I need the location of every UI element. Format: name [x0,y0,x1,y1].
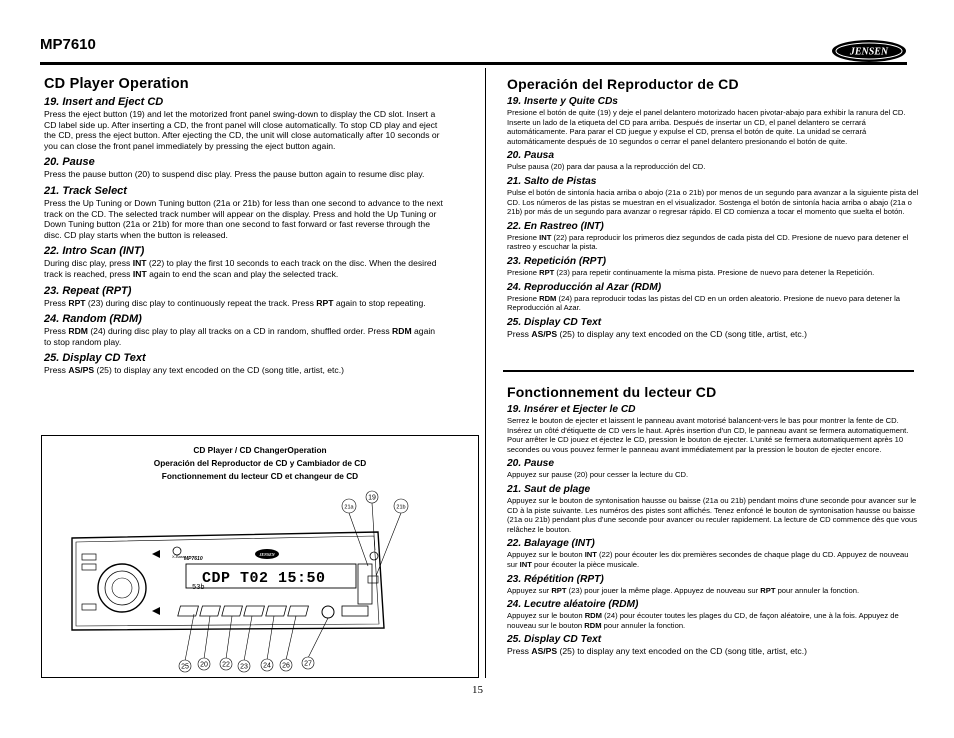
en-heading-24: 24. Random (RDM) [44,313,142,326]
svg-text:21a: 21a [344,504,354,511]
callout-27 [302,657,314,669]
callout-24 [261,659,273,671]
svg-text:JENSEN: JENSEN [849,46,889,58]
svg-text:JENSEN: JENSEN [259,552,275,557]
svg-text:19: 19 [368,494,376,502]
callout-20 [198,658,210,670]
fr-text-19: Serrez le bouton de ejecter et laissent le panneau avant motorisé balancent-vers le bas pour montrer la fente de CD. Insérez un côté d'étiquette de CD vers le haut. Après insertion d'un CD, le panneau avant se fermera automatiquement. Pour arrêter le CD jouez et éjectez le CD, pression le bouton de ejecter. L'unité se fermera automatiquement après 10 secondes ou vous pouvez fermer le panneau avant immédiatement par la pression le bouton de ejecter encore. [507,416,909,454]
french-section [507,384,921,661]
fr-text-23: Appuyez sur RPT (23) pour jouer la même plage. Appuyez de nouveau sur RPT pour annuler la fonction. [507,585,860,595]
english-section [44,76,444,381]
fr-text-24: Appuyez sur le bouton RDM (24) pour écouter toutes les plages du CD, de façon aléatoire, une à la fois. Appuyez de nouveau sur le bouton RDM pour annuler la fonction. [507,611,899,630]
fr-heading-23: 23. Répétition (RPT) [507,573,604,585]
en-heading-20: 20. Pause [44,156,95,169]
callout-21b [394,499,408,513]
page-number: 15 [472,684,483,696]
fr-heading-21: 21. Saut de plage [507,483,591,495]
svg-text:24: 24 [263,662,271,670]
es-heading-21: 21. Salto de Pistas [507,175,597,187]
spanish-title: Operación del Reproductor de CD [507,76,739,92]
english-title: CD Player Operation [44,76,189,92]
figure-caption-fr: Fonctionnement du lecteur CD et changeur de CD [161,471,359,481]
en-text-25: Press AS/PS (25) to display any text encoded on the CD (song title, artist, etc.) [44,365,344,376]
fr-text-21: Appuyez sur le bouton de syntonisation hausse ou baisse (21a ou 21b) pendant moins d'une seconde pour avancer sur le CD à la piste suivante. Les numéros des pistes sont affichés. Tenez enfoncé le bouton de syntonisation hausse ou baisse (21a ou 21b) pendant plus d'une seconde pour avancer ou reculer rapidement. La lecture de CD commence dès que vous relâchez le bouton. [507,495,918,534]
svg-text:23: 23 [240,663,248,671]
en-text-20: Press the pause button (20) to suspend disc play. Press the pause button again to resume disc play. [44,169,425,180]
en-text-21: Press the Up Tuning or Down Tuning button (21a or 21b) for less than one second to advance to the next track on the CD. The selected track number will appear on the display. Press and hold the Up Tuning or Down Tuning button (21a or 21b) for more than one second to fast forward or fast reverse through the disc. CD play starts when the button is released. [44,197,443,240]
figure-caption-en: CD Player / CD ChangerOperation [193,445,327,455]
es-text-23: Presione RPT (23) para repetir continuamente la misma pista. Presione de nuevo para detener la Repetición. [507,267,875,277]
figure-caption-es: Operación del Reproductor de CD y Cambiador de CD [153,458,367,468]
es-heading-20: 20. Pausa [507,150,555,162]
callout-labels [42,436,478,677]
en-text-22: During disc play, press INT (22) to play the first 10 seconds to each track on the disc. When the desired track is reached, press INT again to end the scan and play the selected track. [44,258,437,279]
svg-text:22: 22 [222,661,230,669]
en-heading-23: 23. Repeat (RPT) [44,284,132,297]
es-heading-24: 24. Reproducción al Azar (RDM) [507,281,662,293]
es-text-25: Press AS/PS (25) to display any text encoded on the CD (song title, artist, etc.) [507,328,807,339]
fr-text-20: Appuyez sur pause (20) pour cesser la lecture du CD. [507,470,689,480]
svg-text:25: 25 [181,663,189,671]
callout-19 [366,491,378,503]
cd-player-figure [41,435,479,678]
es-heading-19: 19. Inserte y Quite CDs [507,96,618,107]
svg-text:20: 20 [200,661,208,669]
es-text-21: Pulse el botón de sintonía hacia arriba o abojo (21a o 21b) por menos de un segundo para avanzar a la siguiente pista del CD. Los números de las pistas se muestran en el visualizador. Sostenga el botón de sintonía hacia arriba o abajo (21a o 21b) por más de un segundo para avanzar o regresar rápido. El CD comienza a tocar el momento que suelta el botón. [507,187,919,217]
es-heading-25: 25. Display CD Text [507,316,602,328]
column-divider [485,68,486,678]
svg-text:21b: 21b [396,504,406,511]
svg-text:CDP T02 15:50: CDP T02 15:50 [202,570,326,587]
model-title: MP7610 [40,36,96,53]
svg-text:53b: 53b [192,584,205,592]
svg-text:27: 27 [304,660,312,668]
callout-22 [220,658,232,670]
spanish-section [507,76,921,344]
fr-heading-20: 20. Pause [507,458,555,470]
top-rule [40,62,907,65]
french-title: Fonctionnement du lecteur CD [507,384,717,400]
en-text-19: Press the eject button (19) and let the motorized front panel swing-down to display the CD slot. Insert a CD label side up. After inserting a CD, the front panel will close automatically. To stop CD play and eject the CD, press the eject button. After ejecting the CD, the unit will close automatically after 10 seconds or you can close the front panel immediately by pressing the eject button again. [44,109,440,151]
en-heading-25: 25. Display CD Text [44,352,146,365]
jensen-logo [831,39,907,63]
en-heading-19: 19. Insert and Eject CD [44,96,164,108]
french-section-rule [503,370,914,372]
fr-text-22: Appuyez sur le bouton INT (22) pour écouter les dix premières secondes de chaque plage du CD. Appuyez de nouveau sur INT pour écouter la pièce musicale. [507,550,909,569]
fr-heading-22: 22. Balayage (INT) [507,538,595,550]
fr-text-25: Press AS/PS (25) to display any text encoded on the CD (song title, artist, etc.) [507,646,807,657]
callout-21a [342,499,356,513]
es-text-24: Presione RDM (24) para reproducir todas las pistas del CD en un orden aleatorio. Presione de nuevo para detener la Reproducción al Azar. [507,293,901,313]
es-text-19: Presione el botón de quite (19) y deje el panel delantero motorizado hacen pivotar-abajo para exhibir la ranura del CD. Inserte un lado de la etiqueta del CD para arriba. Después de insertar un CD, el panel delantero se cerrará automáticamente. Para parar el CD juegue y expulse el CD, prensa el botón de quite. La unidad se cerrará automáticamente después de 10 segundos o cerrar el panel delantero presionando el botón de quite. [507,108,906,146]
svg-text:MP7610: MP7610 [184,556,203,562]
en-text-24: Press RDM (24) during disc play to play all tracks on a CD in random, shuffled order. Press RDM again to stop random play. [44,326,436,347]
es-text-22: Presione INT (22) para reproducir los primeros diez segundos de cada pista del CD. Presione de nuevo para detener el rastreo y escuchar la pista. [507,232,909,252]
es-text-20: Pulse pausa (20) para dar pausa a la reproducción del CD. [507,162,706,172]
en-heading-21: 21. Track Select [44,184,127,197]
en-heading-22: 22. Intro Scan (INT) [44,245,145,258]
callout-25 [179,660,191,672]
callout-26 [280,659,292,671]
en-text-23: Press RPT (23) during disc play to continuously repeat the track. Press RPT again to stop repeating. [44,297,426,308]
svg-text:26: 26 [282,662,290,670]
es-heading-22: 22. En Rastreo (INT) [507,220,604,232]
fr-heading-19: 19. Insérer et Ejecter le CD [507,404,636,415]
callout-23 [238,660,250,672]
es-heading-23: 23. Repetición (RPT) [507,255,607,267]
fr-heading-25: 25. Display CD Text [507,634,602,646]
fr-heading-24: 24. Lecutre aléatoire (RDM) [507,599,639,611]
svg-text:X-Bass: X-Bass [172,554,185,559]
